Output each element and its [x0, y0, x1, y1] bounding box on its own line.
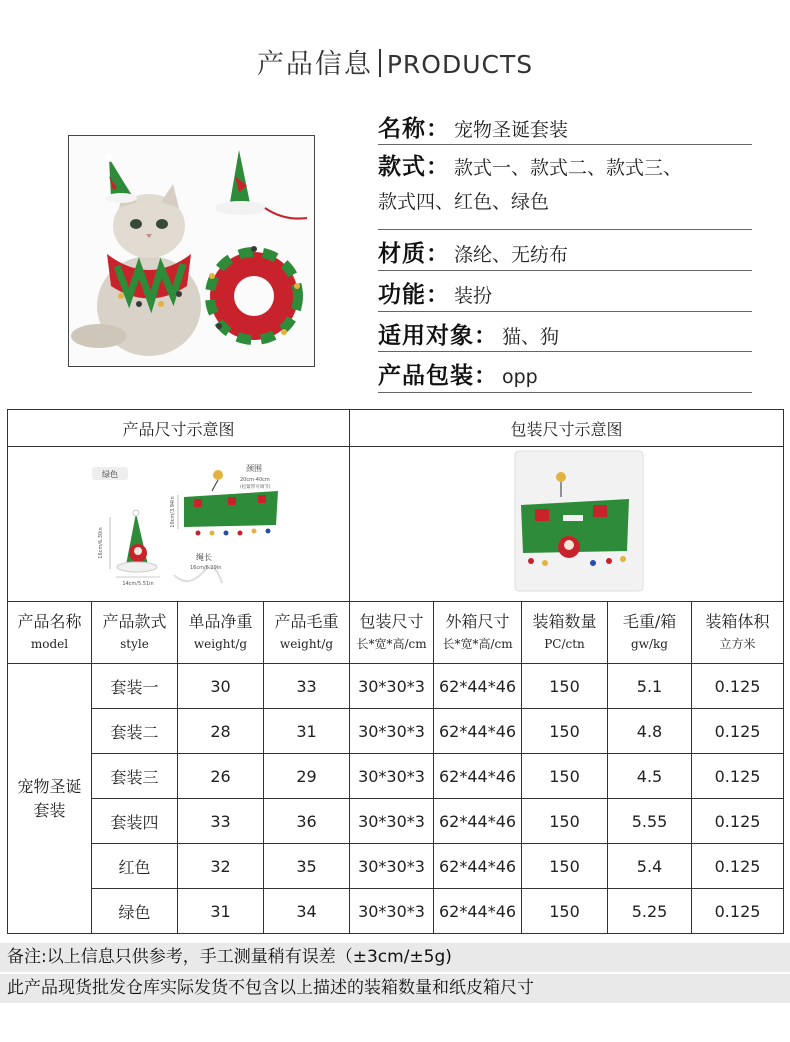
volume-cell: 0.125	[692, 889, 784, 934]
volume-cell: 0.125	[692, 844, 784, 889]
info-material-row	[378, 230, 752, 271]
pack-size-cell: 30*30*3	[350, 754, 434, 799]
gross-weight-cell: 35	[264, 844, 350, 889]
style-cell: 套装三	[92, 754, 178, 799]
info-key: 款式：	[378, 154, 450, 180]
gross-weight-cell: 31	[264, 709, 350, 754]
col-header: 装箱体积 立方米	[692, 602, 784, 664]
info-style-row	[378, 145, 752, 230]
qty-cell: 150	[522, 889, 608, 934]
pack-size-cell: 30*30*3	[350, 799, 434, 844]
box-weight-cell: 5.25	[608, 889, 692, 934]
info-value: opp	[502, 366, 538, 388]
col-header: 外箱尺寸 长*宽*高/cm	[434, 602, 522, 664]
info-package-row	[378, 352, 752, 393]
info-key: 适用对象：	[378, 323, 498, 349]
info-value: 涤纶、无纺布	[454, 244, 569, 266]
volume-cell: 0.125	[692, 709, 784, 754]
notes-section	[0, 943, 790, 1005]
neck-label: 颈围	[246, 464, 262, 473]
col-header: 产品款式 style	[92, 602, 178, 664]
qty-cell: 150	[522, 844, 608, 889]
net-weight-cell: 30	[178, 664, 264, 709]
style-cell: 红色	[92, 844, 178, 889]
col-header: 毛重/箱 gw/kg	[608, 602, 692, 664]
model-cell: 宠物圣诞 套装	[8, 664, 92, 934]
net-weight-cell: 32	[178, 844, 264, 889]
box-weight-cell: 5.4	[608, 844, 692, 889]
table-row	[8, 844, 784, 889]
col-header: 单品净重 weight/g	[178, 602, 264, 664]
size-diagram	[8, 447, 350, 602]
pack-size-cell: 30*30*3	[350, 889, 434, 934]
info-value-cont: 款式四、红色、绿色	[378, 191, 550, 213]
hat-height-label: 16cm/6.30in	[98, 527, 104, 559]
outer-size-cell: 62*44*46	[434, 844, 522, 889]
info-key: 功能：	[378, 282, 450, 308]
net-weight-cell: 31	[178, 889, 264, 934]
color-tag: 绿色	[102, 470, 118, 479]
box-weight-cell: 5.55	[608, 799, 692, 844]
info-name-row	[378, 105, 752, 145]
size-diagram-title: 产品尺寸示意图	[8, 410, 350, 447]
gross-weight-cell: 29	[264, 754, 350, 799]
table-row	[8, 754, 784, 799]
outer-size-cell: 62*44*46	[434, 664, 522, 709]
outer-size-cell: 62*44*46	[434, 754, 522, 799]
volume-cell: 0.125	[692, 799, 784, 844]
box-weight-cell: 4.8	[608, 709, 692, 754]
table-header-row	[8, 602, 784, 664]
qty-cell: 150	[522, 709, 608, 754]
style-cell: 套装一	[92, 664, 178, 709]
style-cell: 套装二	[92, 709, 178, 754]
rope-label: 绳长	[196, 553, 212, 562]
product-photo	[68, 135, 315, 367]
table-row	[8, 709, 784, 754]
gross-weight-cell: 34	[264, 889, 350, 934]
title-cn: 产品信息	[256, 49, 373, 80]
pack-diagram-title: 包装尺寸示意图	[350, 410, 784, 447]
qty-cell: 150	[522, 799, 608, 844]
rope-size: 16cm/6.29in	[190, 565, 222, 571]
spec-table	[7, 409, 784, 934]
page-title	[0, 42, 790, 81]
info-key: 产品包装：	[378, 363, 498, 389]
col-header: 产品名称 model	[8, 602, 92, 664]
volume-cell: 0.125	[692, 754, 784, 799]
info-function-row	[378, 271, 752, 312]
outer-size-cell: 62*44*46	[434, 799, 522, 844]
pack-size-cell: 30*30*3	[350, 844, 434, 889]
info-target-row	[378, 312, 752, 352]
title-en: PRODUCTS	[386, 50, 534, 79]
table-row	[8, 799, 784, 844]
hat-width-label: 14cm/5.51in	[122, 581, 154, 587]
pack-size-cell: 30*30*3	[350, 709, 434, 754]
box-weight-cell: 4.5	[608, 754, 692, 799]
info-key: 名称：	[378, 116, 450, 142]
package-illustration	[365, 447, 769, 597]
size-diagram-illustration	[8, 447, 378, 597]
style-cell: 绿色	[92, 889, 178, 934]
neck-note: (松紧带可调节)	[240, 485, 271, 490]
product-info-list	[378, 105, 752, 393]
style-cell: 套装四	[92, 799, 178, 844]
info-value: 猫、狗	[502, 326, 560, 348]
box-weight-cell: 5.1	[608, 664, 692, 709]
neck-size: 20cm-40cm	[240, 477, 270, 483]
qty-cell: 150	[522, 754, 608, 799]
pack-size-cell: 30*30*3	[350, 664, 434, 709]
col-header: 包装尺寸 长*宽*高/cm	[350, 602, 434, 664]
col-header: 装箱数量 PC/ctn	[522, 602, 608, 664]
title-divider	[379, 49, 381, 77]
table-row	[8, 664, 784, 709]
info-value: 宠物圣诞套装	[454, 119, 569, 141]
pack-diagram	[350, 447, 784, 602]
info-value: 款式一、款式二、款式三、	[454, 157, 683, 179]
note-line-1: 备注:以上信息只供参考，手工测量稍有误差（±3cm/±5g)	[0, 943, 790, 972]
info-key: 材质：	[378, 241, 450, 267]
net-weight-cell: 28	[178, 709, 264, 754]
net-weight-cell: 26	[178, 754, 264, 799]
col-header: 产品毛重 weight/g	[264, 602, 350, 664]
table-row	[8, 889, 784, 934]
gross-weight-cell: 36	[264, 799, 350, 844]
outer-size-cell: 62*44*46	[434, 709, 522, 754]
collar-height-label: 10cm/3.94in	[170, 496, 176, 528]
info-value: 装扮	[454, 285, 493, 307]
outer-size-cell: 62*44*46	[434, 889, 522, 934]
gross-weight-cell: 33	[264, 664, 350, 709]
cat-costume-illustration	[69, 136, 315, 367]
net-weight-cell: 33	[178, 799, 264, 844]
note-line-2: 此产品现货批发仓库实际发货不包含以上描述的装箱数量和纸皮箱尺寸	[0, 974, 790, 1003]
volume-cell: 0.125	[692, 664, 784, 709]
qty-cell: 150	[522, 664, 608, 709]
